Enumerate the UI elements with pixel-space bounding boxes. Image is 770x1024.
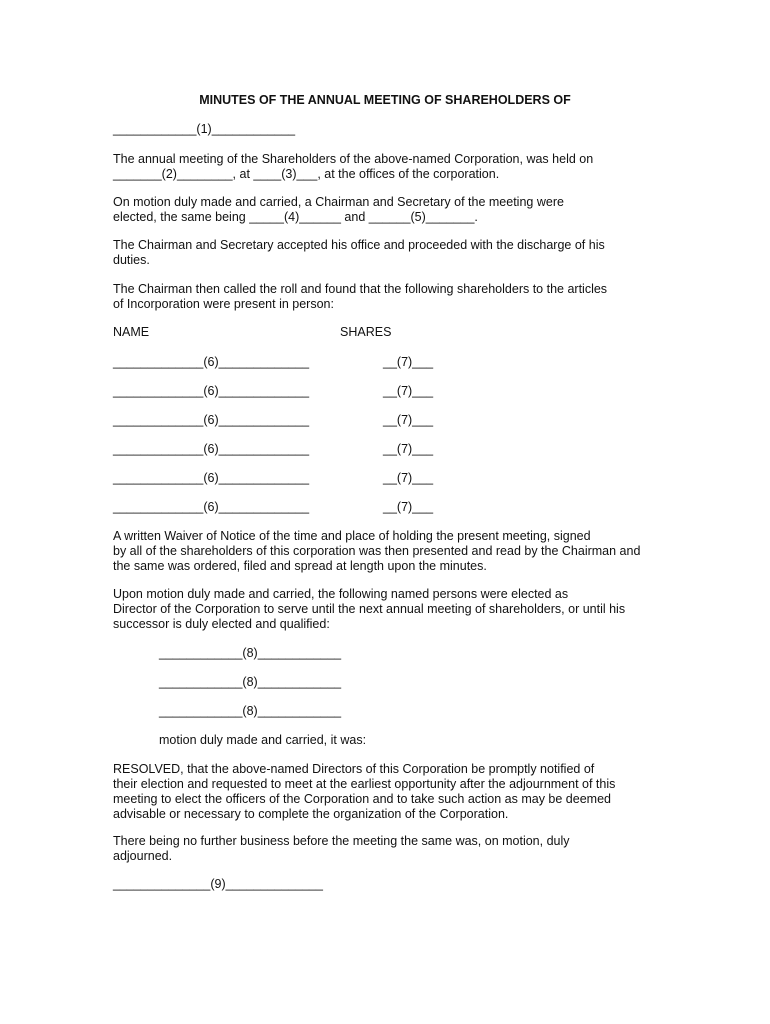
director-name-blank: ____________(8)____________ [159, 646, 342, 660]
shareholder-name-blank: _____________(6)_____________ [113, 442, 310, 456]
paragraph-directors-elected: Upon motion duly made and carried, the following named persons were elected as Director of the Corporation to serve until the next annual meeting of shareholders, or until his successor is duly elected and qualified: [113, 587, 626, 631]
shareholder-name-blank: _____________(6)_____________ [113, 355, 310, 369]
name-column-header: NAME [113, 325, 150, 339]
director-name-blank: ____________(8)____________ [159, 704, 342, 718]
shareholder-name-blank: _____________(6)_____________ [113, 471, 310, 485]
document-title: MINUTES OF THE ANNUAL MEETING OF SHAREHOLDERS OF [199, 93, 571, 107]
shareholder-shares-blank: __(7)___ [383, 413, 434, 427]
paragraph-chairman-elected: On motion duly made and carried, a Chairman and Secretary of the meeting were elected, the same being _____(4)______ and ______(5)_______. [113, 195, 564, 224]
shareholder-shares-blank: __(7)___ [383, 471, 434, 485]
shareholder-shares-blank: __(7)___ [383, 500, 434, 514]
shares-column-header: SHARES [340, 325, 392, 339]
shareholder-shares-blank: __(7)___ [383, 442, 434, 456]
shareholder-name-blank: _____________(6)_____________ [113, 384, 310, 398]
paragraph-waiver-of-notice: A written Waiver of Notice of the time and place of holding the present meeting, signed by all of the shareholders of this corporation was then presented and read by the Chairman and the same was ordered, filed and spread at length upon the minutes. [113, 529, 641, 573]
corporation-name-line: ____________(1)____________ [113, 122, 296, 136]
paragraph-adjourned: There being no further business before the meeting the same was, on motion, duly adjourned. [113, 834, 570, 863]
shareholder-shares-blank: __(7)___ [383, 355, 434, 369]
shareholder-shares-blank: __(7)___ [383, 384, 434, 398]
paragraph-accepted-office: The Chairman and Secretary accepted his office and proceeded with the discharge of his duties. [113, 238, 605, 267]
paragraph-resolved: RESOLVED, that the above-named Directors of this Corporation be promptly notified of their election and requested to meet at the earliest opportunity after the adjournment of this meeting to elect the officers of the Corporation and to take such action as may be deemed advisable or necessary to complete the organization of the Corporation. [113, 762, 616, 821]
shareholder-name-blank: _____________(6)_____________ [113, 500, 310, 514]
director-name-blank: ____________(8)____________ [159, 675, 342, 689]
paragraph-roll-call: The Chairman then called the roll and found that the following shareholders to the articles of Incorporation were present in person: [113, 282, 608, 311]
paragraph-annual-meeting: The annual meeting of the Shareholders of the above-named Corporation, was held on _______(2)________, at ____(3)___, at the offices of the corporation. [113, 152, 594, 181]
motion-line: motion duly made and carried, it was: [159, 733, 367, 747]
signature-line: ______________(9)______________ [113, 877, 323, 891]
shareholder-name-blank: _____________(6)_____________ [113, 413, 310, 427]
